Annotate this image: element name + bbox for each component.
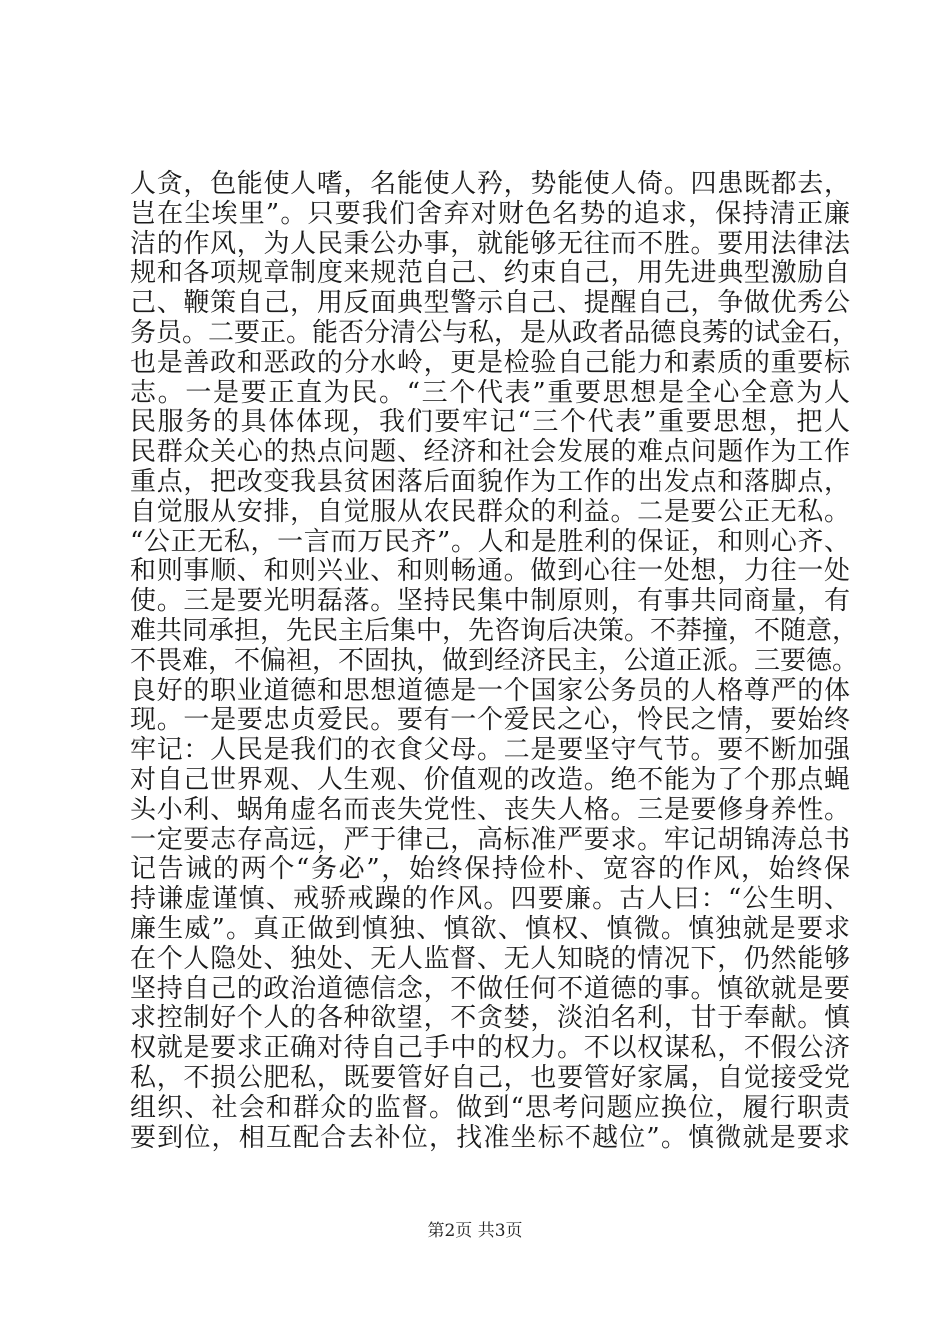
text-line: 岂在尘埃里”。只要我们舍弃对财色名势的追求，保持清正廉 <box>130 198 850 229</box>
text-line: 民群众关心的热点问题、经济和社会发展的难点问题作为工作 <box>130 437 850 468</box>
text-line: 牢记：人民是我们的衣食父母。二是要坚守气节。要不断加强 <box>130 735 850 766</box>
text-line: 规和各项规章制度来规范自己、约束自己，用先进典型激励自 <box>130 258 850 289</box>
text-line: 和则事顺、和则兴业、和则畅通。做到心往一处想，力往一处 <box>130 556 850 587</box>
text-line: 廉生威”。真正做到慎独、慎欲、慎权、慎微。慎独就是要求 <box>130 913 850 944</box>
text-line: 权就是要求正确对待自己手中的权力。不以权谋私，不假公济 <box>130 1033 850 1064</box>
text-line: 持谦虚谨慎、戒骄戒躁的作风。四要廉。古人曰：“公生明、 <box>130 884 850 915</box>
text-line: 使。三是要光明磊落。坚持民集中制原则，有事共同商量，有 <box>130 586 850 617</box>
text-line: 在个人隐处、独处、无人监督、无人知晓的情况下，仍然能够 <box>130 943 850 974</box>
text-line: 私，不损公肥私，既要管好自己，也要管好家属，自觉接受党 <box>130 1062 850 1093</box>
text-line: 对自己世界观、人生观、价值观的改造。绝不能为了个那点蝇 <box>130 764 850 795</box>
text-line: 己、鞭策自己，用反面典型警示自己、提醒自己，争做优秀公 <box>130 288 850 319</box>
text-line: 人贪，色能使人嗜，名能使人矜，势能使人倚。四患既都去， <box>130 169 850 199</box>
text-line: 民服务的具体体现，我们要牢记“三个代表”重要思想，把人 <box>130 407 850 438</box>
page-number-label: 第2页 共3页 <box>427 1221 523 1241</box>
text-line: 要到位，相互配合去补位，找准坐标不越位”。慎微就是要求 <box>130 1122 850 1153</box>
text-line: 坚持自己的政治道德信念，不做任何不道德的事。慎欲就是要 <box>130 973 850 1004</box>
text-line: 重点，把改变我县贫困落后面貌作为工作的出发点和落脚点， <box>130 466 850 497</box>
text-line: “公正无私，一言而万民齐”。人和是胜利的保证，和则心齐、 <box>130 526 850 557</box>
text-line: 现。一是要忠贞爱民。要有一个爱民之心，怜民之情，要始终 <box>130 705 850 736</box>
text-line: 一定要志存高远，严于律己，高标准严要求。牢记胡锦涛总书 <box>130 824 850 855</box>
body-text <box>130 169 859 1153</box>
text-line: 头小利、蜗角虚名而丧失党性、丧失人格。三是要修身养性。 <box>130 794 850 825</box>
text-line: 记告诫的两个“务必”，始终保持俭朴、宽容的作风，始终保 <box>130 854 850 885</box>
text-line: 志。一是要正直为民。“三个代表”重要思想是全心全意为人 <box>130 377 850 408</box>
text-line: 求控制好个人的各种欲望，不贪婪，淡泊名利，甘于奉献。慎 <box>130 1003 850 1034</box>
text-line: 不畏难，不偏袒，不固执，做到经济民主，公道正派。三要德。 <box>130 645 859 676</box>
text-line: 也是善政和恶政的分水岭，更是检验自己能力和素质的重要标 <box>130 347 850 378</box>
text-line: 良好的职业道德和思想道德是一个国家公务员的人格尊严的体 <box>130 675 850 706</box>
page-footer <box>0 1216 950 1241</box>
text-line: 难共同承担，先民主后集中，先咨询后决策。不莽撞，不随意， <box>130 615 859 646</box>
text-line: 务员。二要正。能否分清公与私，是从政者品德良莠的试金石， <box>130 317 859 348</box>
text-line: 组织、社会和群众的监督。做到“思考问题应换位，履行职责 <box>130 1092 850 1123</box>
text-line: 自觉服从安排，自觉服从农民群众的利益。二是要公正无私。 <box>130 496 850 527</box>
text-line: 洁的作风，为人民秉公办事，就能够无往而不胜。要用法律法 <box>130 228 850 259</box>
